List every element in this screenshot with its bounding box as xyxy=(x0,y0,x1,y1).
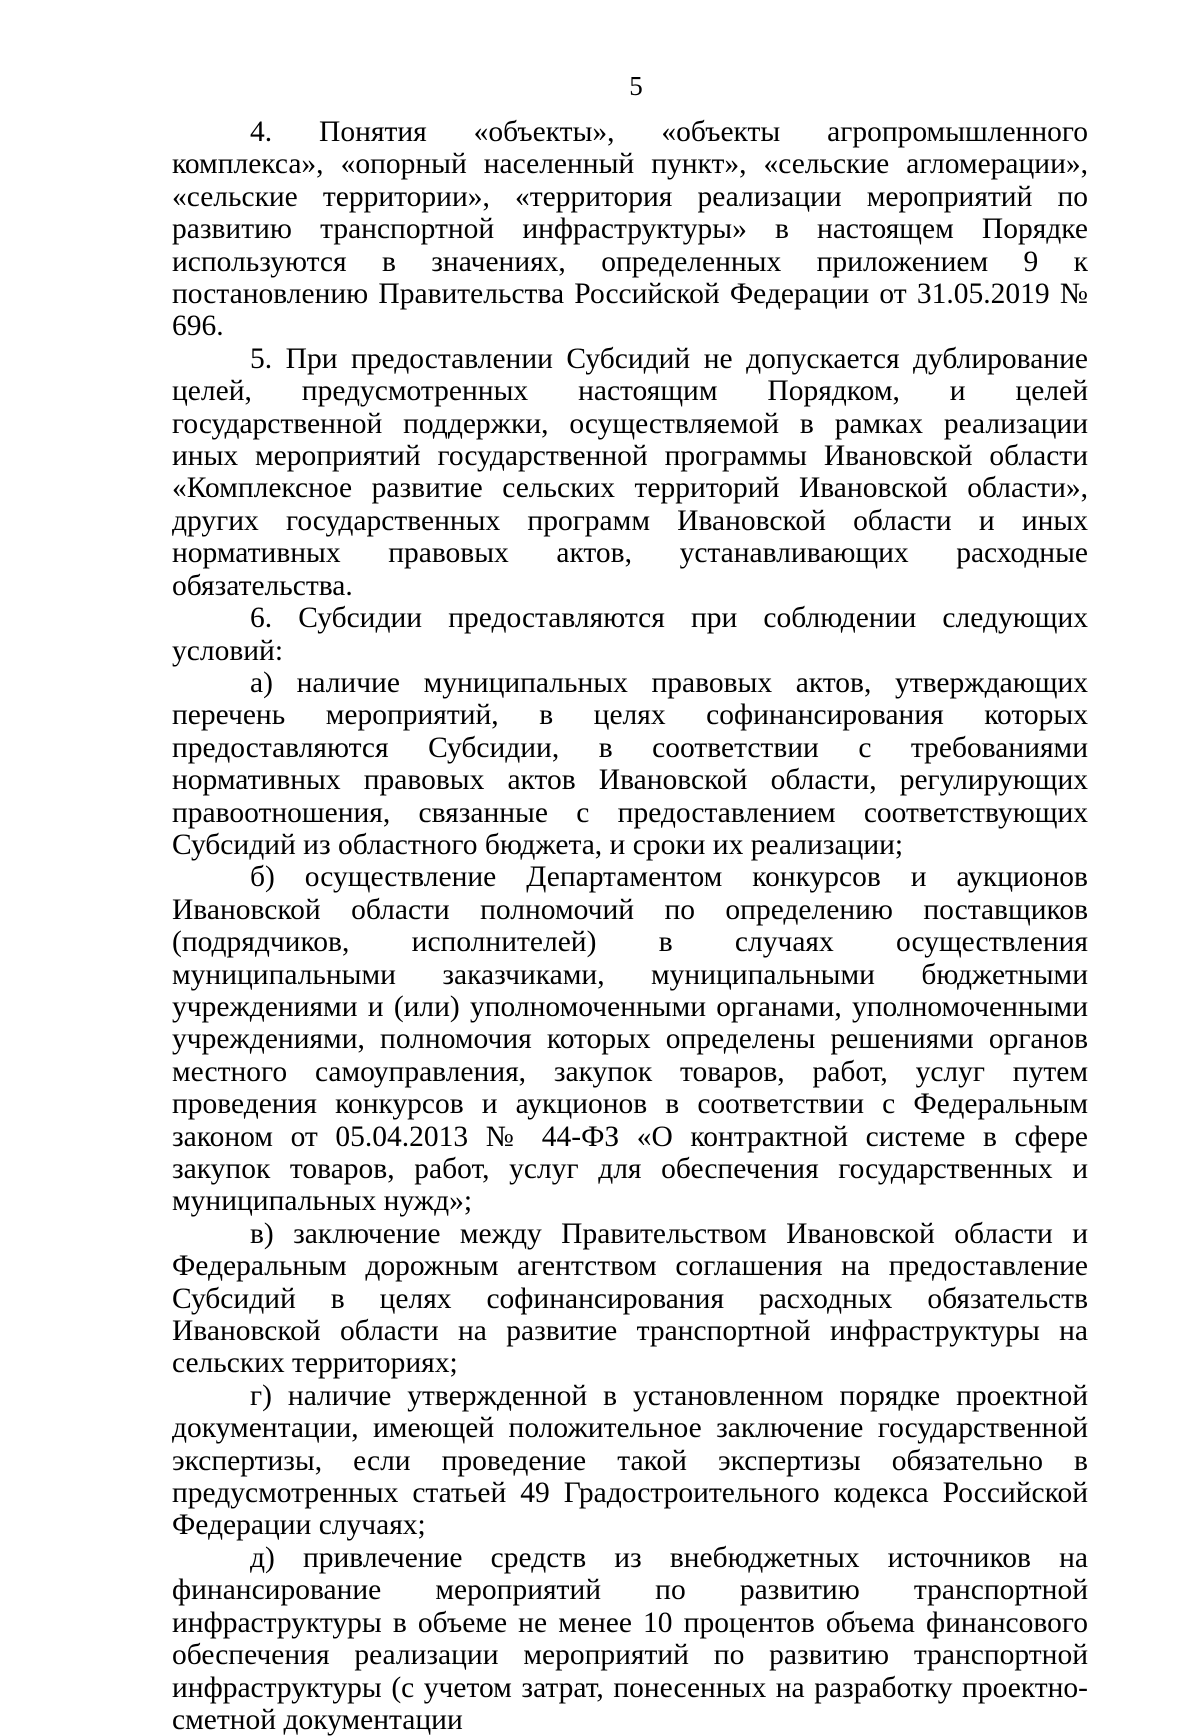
paragraph-4-definitions: 4. Понятия «объекты», «объекты агропромышленного комплекса», «опорный населенный пункт», «сельские агломерации», «сельские территории», «территория реализации мероприятий по развитию транспортной инфраструктуры» в настоящем Порядке используются в значениях, определенных приложением 9 к постановлению Правительства Российской Федерации от 31.05.2019 № 696. xyxy=(172,116,1088,343)
paragraph-condition-b: б) осуществление Департаментом конкурсов и аукционов Ивановской области полномочий по определению поставщиков (подрядчиков, исполнителей) в случаях осуществления муниципальными заказчиками, муниципальными бюджетными учреждениями и (или) уполномоченными органами, уполномоченными учреждениями, полномочия которых определены решениями органов местного самоуправления, закупок товаров, работ, услуг путем проведения конкурсов и аукционов в соответствии с Федеральным законом от 05.04.2013 № 44-ФЗ «О контрактной системе в сфере закупок товаров, работ, услуг для обеспечения государственных и муниципальных нужд»; xyxy=(172,861,1088,1218)
page-number: 5 xyxy=(629,71,643,101)
paragraph-condition-g: г) наличие утвержденной в установленном порядке проектной документации, имеющей положительное заключение государственной экспертизы, если проведение такой экспертизы обязательно в предусмотренных статьей 49 Градостроительного кодекса Российской Федерации случаях; xyxy=(172,1379,1088,1542)
paragraph-5-no-duplication: 5. При предоставлении Субсидий не допускается дублирование целей, предусмотренных настоящим Порядком, и целей государственной поддержки, осуществляемой в рамках реализации иных мероприятий государственной программы Ивановской области «Комплексное развитие сельских территорий Ивановской области», других государственных программ Ивановской области и иных нормативных правовых актов, устанавливающих расходные обязательства. xyxy=(172,342,1088,602)
paragraph-condition-a: а) наличие муниципальных правовых актов, утверждающих перечень мероприятий, в целях софинансирования которых предоставляются Субсидии, в соответствии с требованиями нормативных правовых актов Ивановской области, регулирующих правоотношения, связанные с предоставлением соответствующих Субсидий из областного бюджета, и сроки их реализации; xyxy=(172,666,1088,861)
paragraph-condition-d: д) привлечение средств из внебюджетных источников на финансирование мероприятий по развитию транспортной инфраструктуры в объеме не менее 10 процентов объема финансового обеспечения реализации мероприятий по развитию транспортной инфраструктуры (с учетом затрат, понесенных на разработку проектно-сметной документации xyxy=(172,1541,1088,1736)
paragraph-6-conditions: 6. Субсидии предоставляются при соблюдении следующих условий: xyxy=(172,602,1088,667)
paragraph-condition-v: в) заключение между Правительством Ивановской области и Федеральным дорожным агентством соглашения на предоставление Субсидий в целях софинансирования расходных обязательств Ивановской области на развитие транспортной инфраструктуры на сельских территориях; xyxy=(172,1217,1088,1380)
document-body xyxy=(172,116,1088,1736)
